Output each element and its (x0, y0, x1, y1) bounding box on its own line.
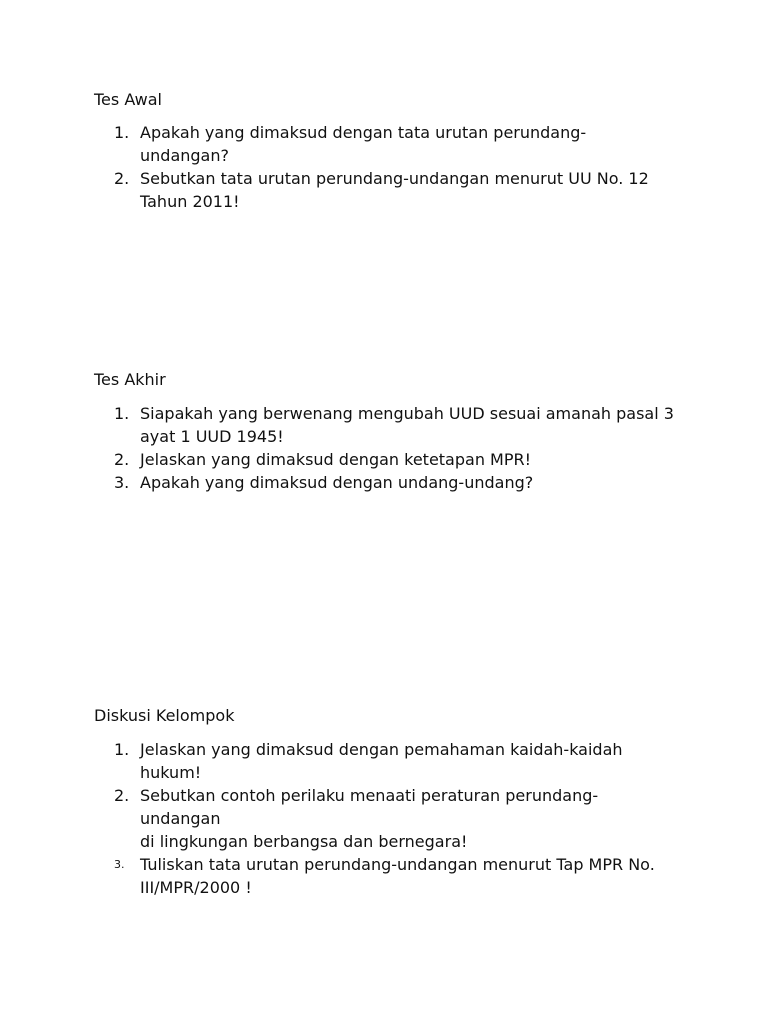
question-number: 2. (114, 169, 130, 188)
question-text-continued: Tahun 2011! (140, 192, 240, 211)
question-item (114, 402, 674, 448)
question-text-continued: III/MPR/2000 ! (140, 878, 252, 897)
question-text-continued: ayat 1 UUD 1945! (140, 427, 284, 446)
section-title: Tes Awal (94, 90, 162, 109)
section-title: Tes Akhir (94, 370, 166, 389)
question-item (114, 738, 674, 784)
question-number: 1. (114, 123, 130, 142)
question-list (114, 738, 674, 899)
question-number: 2. (114, 450, 130, 469)
section-diskusi-kelompok (94, 705, 694, 897)
question-item (114, 471, 674, 494)
question-text: Siapakah yang berwenang mengubah UUD sesuai amanah pasal 3 (140, 404, 674, 423)
question-list (114, 121, 674, 213)
section-tes-akhir (94, 369, 694, 492)
question-item (114, 853, 674, 899)
question-number: 3. (114, 473, 130, 492)
question-number: 2. (114, 786, 130, 805)
question-list (114, 402, 674, 494)
question-number: 3. (114, 858, 125, 871)
question-item (114, 167, 674, 213)
section-title: Diskusi Kelompok (94, 706, 235, 725)
section-tes-awal (94, 89, 694, 211)
question-number: 1. (114, 404, 130, 423)
question-text: Sebutkan contoh perilaku menaati peraturan perundang-undangan (140, 786, 599, 828)
question-item (114, 784, 674, 853)
question-item (114, 121, 674, 167)
question-text: Tuliskan tata urutan perundang-undangan menurut Tap MPR No. (140, 855, 655, 874)
question-text: Jelaskan yang dimaksud dengan pemahaman kaidah-kaidah hukum! (140, 740, 623, 782)
question-text: Apakah yang dimaksud dengan undang-undang? (140, 473, 534, 492)
question-number: 1. (114, 740, 130, 759)
question-text: Jelaskan yang dimaksud dengan ketetapan MPR! (140, 450, 532, 469)
question-item (114, 448, 674, 471)
question-text: Apakah yang dimaksud dengan tata urutan perundang-undangan? (140, 123, 587, 165)
question-text: Sebutkan tata urutan perundang-undangan menurut UU No. 12 (140, 169, 649, 188)
question-text-continued: di lingkungan berbangsa dan bernegara! (140, 832, 468, 851)
